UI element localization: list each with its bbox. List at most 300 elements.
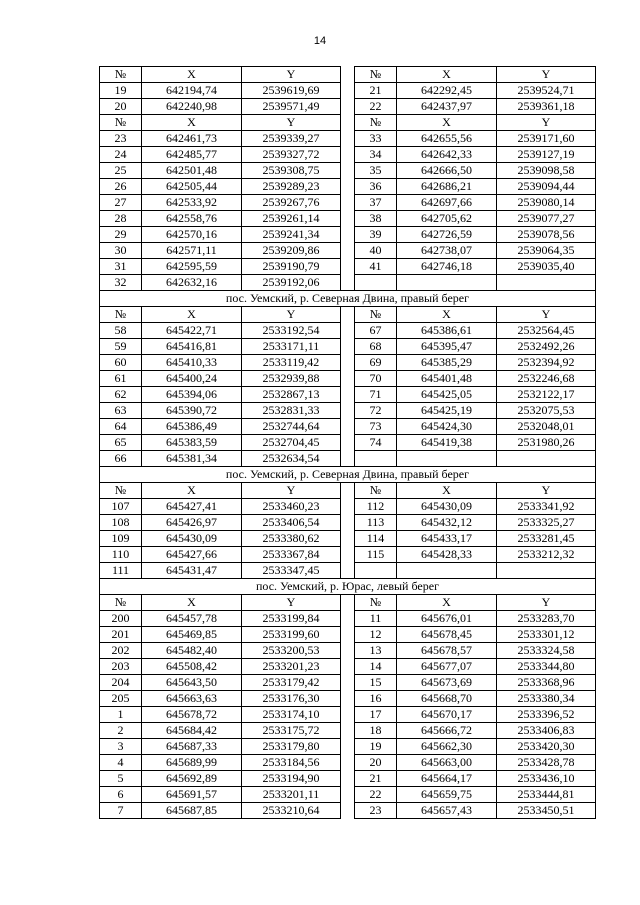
- header-row: [100, 115, 596, 131]
- y-coordinate: 2532394,92: [497, 355, 596, 371]
- table-row: [100, 675, 596, 691]
- column-gap: [341, 483, 355, 499]
- y-coordinate: 2539619,69: [242, 83, 341, 99]
- point-number: 68: [355, 339, 397, 355]
- point-number: [355, 451, 397, 467]
- column-gap: [341, 243, 355, 259]
- y-coordinate: 2539289,23: [242, 179, 341, 195]
- point-number: 72: [355, 403, 397, 419]
- point-number: 15: [355, 675, 397, 691]
- table-row: [100, 659, 596, 675]
- x-coordinate: 645689,99: [142, 755, 242, 771]
- column-header-y: Y: [242, 115, 341, 131]
- point-number: 6: [100, 787, 142, 803]
- column-gap: [341, 627, 355, 643]
- x-coordinate: 645419,38: [397, 435, 497, 451]
- point-number: 13: [355, 643, 397, 659]
- x-coordinate: 642746,18: [397, 259, 497, 275]
- header-row: [100, 67, 596, 83]
- point-number: 35: [355, 163, 397, 179]
- y-coordinate: 2533368,96: [497, 675, 596, 691]
- point-number: 20: [100, 99, 142, 115]
- x-coordinate: 645678,57: [397, 643, 497, 659]
- y-coordinate: 2539524,71: [497, 83, 596, 99]
- point-number: 63: [100, 403, 142, 419]
- y-coordinate: 2533199,84: [242, 611, 341, 627]
- column-header-x: X: [397, 307, 497, 323]
- y-coordinate: 2532075,53: [497, 403, 596, 419]
- x-coordinate: 642461,73: [142, 131, 242, 147]
- x-coordinate: 645425,19: [397, 403, 497, 419]
- column-header-x: X: [397, 67, 497, 83]
- table-row: [100, 547, 596, 563]
- column-gap: [341, 163, 355, 179]
- table-row: [100, 211, 596, 227]
- y-coordinate: 2533179,80: [242, 739, 341, 755]
- point-number: 58: [100, 323, 142, 339]
- x-coordinate: 645666,72: [397, 723, 497, 739]
- section-title-row: [100, 291, 596, 307]
- column-gap: [341, 755, 355, 771]
- x-coordinate: 645400,24: [142, 371, 242, 387]
- column-gap: [341, 339, 355, 355]
- x-coordinate: 645664,17: [397, 771, 497, 787]
- column-header-x: X: [142, 307, 242, 323]
- point-number: 21: [355, 83, 397, 99]
- x-coordinate: 642595,59: [142, 259, 242, 275]
- table-row: [100, 419, 596, 435]
- column-gap: [341, 195, 355, 211]
- x-coordinate: 645659,75: [397, 787, 497, 803]
- column-header-no: №: [355, 67, 397, 83]
- column-gap: [341, 515, 355, 531]
- point-number: 19: [100, 83, 142, 99]
- section-title-row: [100, 579, 596, 595]
- column-gap: [341, 227, 355, 243]
- table-row: [100, 355, 596, 371]
- x-coordinate: 642632,16: [142, 275, 242, 291]
- x-coordinate: 645687,85: [142, 803, 242, 819]
- x-coordinate: 645424,30: [397, 419, 497, 435]
- y-coordinate: 2539571,49: [242, 99, 341, 115]
- column-header-y: Y: [497, 307, 596, 323]
- x-coordinate: 645394,06: [142, 387, 242, 403]
- column-header-x: X: [142, 483, 242, 499]
- point-number: [355, 563, 397, 579]
- column-gap: [341, 803, 355, 819]
- x-coordinate: 642655,56: [397, 131, 497, 147]
- y-coordinate: 2533119,42: [242, 355, 341, 371]
- table-row: [100, 627, 596, 643]
- x-coordinate: 645390,72: [142, 403, 242, 419]
- column-gap: [341, 787, 355, 803]
- point-number: 19: [355, 739, 397, 755]
- point-number: 114: [355, 531, 397, 547]
- point-number: 11: [355, 611, 397, 627]
- coordinates-table: [99, 66, 596, 819]
- table-row: [100, 403, 596, 419]
- table-row: [100, 691, 596, 707]
- x-coordinate: [397, 451, 497, 467]
- x-coordinate: 642705,62: [397, 211, 497, 227]
- x-coordinate: 645386,61: [397, 323, 497, 339]
- x-coordinate: 645691,57: [142, 787, 242, 803]
- table-row: [100, 611, 596, 627]
- table-row: [100, 275, 596, 291]
- x-coordinate: 645430,09: [397, 499, 497, 515]
- x-coordinate: 645662,30: [397, 739, 497, 755]
- point-number: 33: [355, 131, 397, 147]
- point-number: 12: [355, 627, 397, 643]
- point-number: 62: [100, 387, 142, 403]
- y-coordinate: 2539361,18: [497, 99, 596, 115]
- x-coordinate: 645657,43: [397, 803, 497, 819]
- x-coordinate: 645385,29: [397, 355, 497, 371]
- y-coordinate: 2533281,45: [497, 531, 596, 547]
- point-number: 67: [355, 323, 397, 339]
- y-coordinate: 2539078,56: [497, 227, 596, 243]
- point-number: 38: [355, 211, 397, 227]
- point-number: 14: [355, 659, 397, 675]
- table-row: [100, 499, 596, 515]
- column-gap: [341, 419, 355, 435]
- x-coordinate: 645508,42: [142, 659, 242, 675]
- y-coordinate: 2532939,88: [242, 371, 341, 387]
- x-coordinate: 645426,97: [142, 515, 242, 531]
- table-row: [100, 563, 596, 579]
- x-coordinate: 645433,17: [397, 531, 497, 547]
- point-number: 23: [355, 803, 397, 819]
- column-header-y: Y: [497, 67, 596, 83]
- x-coordinate: 645410,33: [142, 355, 242, 371]
- x-coordinate: 645663,00: [397, 755, 497, 771]
- column-header-y: Y: [497, 483, 596, 499]
- y-coordinate: 2532048,01: [497, 419, 596, 435]
- table-row: [100, 259, 596, 275]
- table-row: [100, 387, 596, 403]
- point-number: 202: [100, 643, 142, 659]
- y-coordinate: 2533194,90: [242, 771, 341, 787]
- column-header-x: X: [142, 115, 242, 131]
- column-header-y: Y: [497, 595, 596, 611]
- point-number: 4: [100, 755, 142, 771]
- x-coordinate: 642240,98: [142, 99, 242, 115]
- point-number: 20: [355, 755, 397, 771]
- point-number: 65: [100, 435, 142, 451]
- x-coordinate: 642697,66: [397, 195, 497, 211]
- point-number: 22: [355, 99, 397, 115]
- column-header-no: №: [100, 115, 142, 131]
- point-number: 24: [100, 147, 142, 163]
- x-coordinate: 642505,44: [142, 179, 242, 195]
- point-number: 16: [355, 691, 397, 707]
- y-coordinate: 2532744,64: [242, 419, 341, 435]
- y-coordinate: 2539080,14: [497, 195, 596, 211]
- column-gap: [341, 307, 355, 323]
- y-coordinate: 2539094,44: [497, 179, 596, 195]
- x-coordinate: 645432,12: [397, 515, 497, 531]
- point-number: 204: [100, 675, 142, 691]
- y-coordinate: 2539267,76: [242, 195, 341, 211]
- table-row: [100, 515, 596, 531]
- table-row: [100, 179, 596, 195]
- y-coordinate: 2539209,86: [242, 243, 341, 259]
- column-header-y: Y: [242, 595, 341, 611]
- y-coordinate: 2533450,51: [497, 803, 596, 819]
- y-coordinate: 2539171,60: [497, 131, 596, 147]
- section-title-row: [100, 467, 596, 483]
- point-number: 23: [100, 131, 142, 147]
- x-coordinate: 642194,74: [142, 83, 242, 99]
- x-coordinate: 645428,33: [397, 547, 497, 563]
- point-number: 39: [355, 227, 397, 243]
- point-number: 69: [355, 355, 397, 371]
- table-row: [100, 435, 596, 451]
- point-number: 18: [355, 723, 397, 739]
- x-coordinate: 645401,48: [397, 371, 497, 387]
- y-coordinate: 2539308,75: [242, 163, 341, 179]
- point-number: 21: [355, 771, 397, 787]
- y-coordinate: 2532634,54: [242, 451, 341, 467]
- x-coordinate: 642533,92: [142, 195, 242, 211]
- column-gap: [341, 371, 355, 387]
- point-number: 110: [100, 547, 142, 563]
- y-coordinate: 2533324,58: [497, 643, 596, 659]
- x-coordinate: 645673,69: [397, 675, 497, 691]
- y-coordinate: 2539261,14: [242, 211, 341, 227]
- y-coordinate: 2533428,78: [497, 755, 596, 771]
- x-coordinate: [397, 275, 497, 291]
- page-number: 14: [313, 35, 327, 47]
- column-gap: [341, 387, 355, 403]
- x-coordinate: 642738,07: [397, 243, 497, 259]
- point-number: 31: [100, 259, 142, 275]
- y-coordinate: 2533367,84: [242, 547, 341, 563]
- x-coordinate: 645692,89: [142, 771, 242, 787]
- y-coordinate: 2533341,92: [497, 499, 596, 515]
- point-number: 200: [100, 611, 142, 627]
- column-gap: [341, 323, 355, 339]
- x-coordinate: 645427,41: [142, 499, 242, 515]
- x-coordinate: 645663,63: [142, 691, 242, 707]
- x-coordinate: 645381,34: [142, 451, 242, 467]
- x-coordinate: 645422,71: [142, 323, 242, 339]
- column-gap: [341, 99, 355, 115]
- y-coordinate: 2539241,34: [242, 227, 341, 243]
- x-coordinate: 645431,47: [142, 563, 242, 579]
- column-gap: [341, 211, 355, 227]
- y-coordinate: 2532246,68: [497, 371, 596, 387]
- column-gap: [341, 659, 355, 675]
- table-row: [100, 147, 596, 163]
- column-gap: [341, 723, 355, 739]
- table-row: [100, 131, 596, 147]
- header-row: [100, 307, 596, 323]
- point-number: 26: [100, 179, 142, 195]
- column-gap: [341, 403, 355, 419]
- x-coordinate: 645457,78: [142, 611, 242, 627]
- y-coordinate: 2533210,64: [242, 803, 341, 819]
- x-coordinate: 645668,70: [397, 691, 497, 707]
- point-number: 115: [355, 547, 397, 563]
- x-coordinate: 642642,33: [397, 147, 497, 163]
- table-row: [100, 163, 596, 179]
- header-row: [100, 483, 596, 499]
- point-number: 201: [100, 627, 142, 643]
- table-row: [100, 643, 596, 659]
- y-coordinate: 2533344,80: [497, 659, 596, 675]
- section-title: пос. Уемский, р. Северная Двина, правый берег: [100, 467, 596, 483]
- column-header-no: №: [100, 595, 142, 611]
- x-coordinate: 642571,11: [142, 243, 242, 259]
- x-coordinate: 645676,01: [397, 611, 497, 627]
- y-coordinate: 2533171,11: [242, 339, 341, 355]
- x-coordinate: 645386,49: [142, 419, 242, 435]
- y-coordinate: 2533201,23: [242, 659, 341, 675]
- column-gap: [341, 563, 355, 579]
- table-row: [100, 243, 596, 259]
- x-coordinate: 642501,48: [142, 163, 242, 179]
- y-coordinate: 2533444,81: [497, 787, 596, 803]
- point-number: 203: [100, 659, 142, 675]
- y-coordinate: 2531980,26: [497, 435, 596, 451]
- column-header-x: X: [142, 595, 242, 611]
- column-gap: [341, 259, 355, 275]
- y-coordinate: 2533436,10: [497, 771, 596, 787]
- table-row: [100, 451, 596, 467]
- column-gap: [341, 531, 355, 547]
- table-row: [100, 755, 596, 771]
- y-coordinate: 2533201,11: [242, 787, 341, 803]
- x-coordinate: 645395,47: [397, 339, 497, 355]
- column-gap: [341, 67, 355, 83]
- y-coordinate: 2532867,13: [242, 387, 341, 403]
- column-gap: [341, 739, 355, 755]
- column-gap: [341, 595, 355, 611]
- column-header-no: №: [100, 307, 142, 323]
- table-row: [100, 195, 596, 211]
- y-coordinate: 2533192,54: [242, 323, 341, 339]
- column-gap: [341, 275, 355, 291]
- table-row: [100, 99, 596, 115]
- x-coordinate: 642666,50: [397, 163, 497, 179]
- y-coordinate: 2533406,83: [497, 723, 596, 739]
- column-gap: [341, 611, 355, 627]
- y-coordinate: 2533347,45: [242, 563, 341, 579]
- point-number: 27: [100, 195, 142, 211]
- point-number: 70: [355, 371, 397, 387]
- y-coordinate: 2532564,45: [497, 323, 596, 339]
- x-coordinate: [397, 563, 497, 579]
- x-coordinate: 645416,81: [142, 339, 242, 355]
- point-number: 32: [100, 275, 142, 291]
- section-title: пос. Уемский, р. Юрас, левый берег: [100, 579, 596, 595]
- y-coordinate: 2533176,30: [242, 691, 341, 707]
- column-header-y: Y: [242, 483, 341, 499]
- column-header-x: X: [397, 595, 497, 611]
- y-coordinate: 2539098,58: [497, 163, 596, 179]
- x-coordinate: 645430,09: [142, 531, 242, 547]
- point-number: 30: [100, 243, 142, 259]
- point-number: 22: [355, 787, 397, 803]
- table-row: [100, 707, 596, 723]
- y-coordinate: 2532492,26: [497, 339, 596, 355]
- column-gap: [341, 675, 355, 691]
- y-coordinate: [497, 275, 596, 291]
- column-header-no: №: [355, 595, 397, 611]
- point-number: 40: [355, 243, 397, 259]
- x-coordinate: 642437,97: [397, 99, 497, 115]
- x-coordinate: 645425,05: [397, 387, 497, 403]
- table-row: [100, 723, 596, 739]
- column-header-x: X: [397, 483, 497, 499]
- column-gap: [341, 355, 355, 371]
- point-number: 28: [100, 211, 142, 227]
- x-coordinate: 645687,33: [142, 739, 242, 755]
- column-header-no: №: [355, 307, 397, 323]
- y-coordinate: 2533460,23: [242, 499, 341, 515]
- y-coordinate: 2532122,17: [497, 387, 596, 403]
- y-coordinate: 2539327,72: [242, 147, 341, 163]
- point-number: 60: [100, 355, 142, 371]
- y-coordinate: 2533179,42: [242, 675, 341, 691]
- column-gap: [341, 771, 355, 787]
- point-number: 109: [100, 531, 142, 547]
- y-coordinate: 2533199,60: [242, 627, 341, 643]
- column-gap: [341, 83, 355, 99]
- y-coordinate: 2533420,30: [497, 739, 596, 755]
- point-number: 34: [355, 147, 397, 163]
- point-number: 37: [355, 195, 397, 211]
- y-coordinate: 2539077,27: [497, 211, 596, 227]
- column-gap: [341, 435, 355, 451]
- table-row: [100, 739, 596, 755]
- x-coordinate: 645678,45: [397, 627, 497, 643]
- y-coordinate: 2533380,62: [242, 531, 341, 547]
- point-number: 25: [100, 163, 142, 179]
- table-row: [100, 787, 596, 803]
- y-coordinate: 2533325,27: [497, 515, 596, 531]
- point-number: 59: [100, 339, 142, 355]
- point-number: 71: [355, 387, 397, 403]
- table-row: [100, 339, 596, 355]
- column-header-no: №: [355, 115, 397, 131]
- point-number: 108: [100, 515, 142, 531]
- y-coordinate: 2533301,12: [497, 627, 596, 643]
- header-row: [100, 595, 596, 611]
- point-number: 36: [355, 179, 397, 195]
- column-gap: [341, 179, 355, 195]
- column-gap: [341, 451, 355, 467]
- point-number: 3: [100, 739, 142, 755]
- point-number: 111: [100, 563, 142, 579]
- y-coordinate: 2533175,72: [242, 723, 341, 739]
- y-coordinate: 2532831,33: [242, 403, 341, 419]
- y-coordinate: 2539064,35: [497, 243, 596, 259]
- x-coordinate: 645482,40: [142, 643, 242, 659]
- y-coordinate: 2539035,40: [497, 259, 596, 275]
- table-row: [100, 83, 596, 99]
- point-number: 2: [100, 723, 142, 739]
- point-number: 112: [355, 499, 397, 515]
- column-header-x: X: [397, 115, 497, 131]
- table-row: [100, 323, 596, 339]
- y-coordinate: 2533212,32: [497, 547, 596, 563]
- point-number: 73: [355, 419, 397, 435]
- column-gap: [341, 691, 355, 707]
- point-number: 61: [100, 371, 142, 387]
- point-number: 29: [100, 227, 142, 243]
